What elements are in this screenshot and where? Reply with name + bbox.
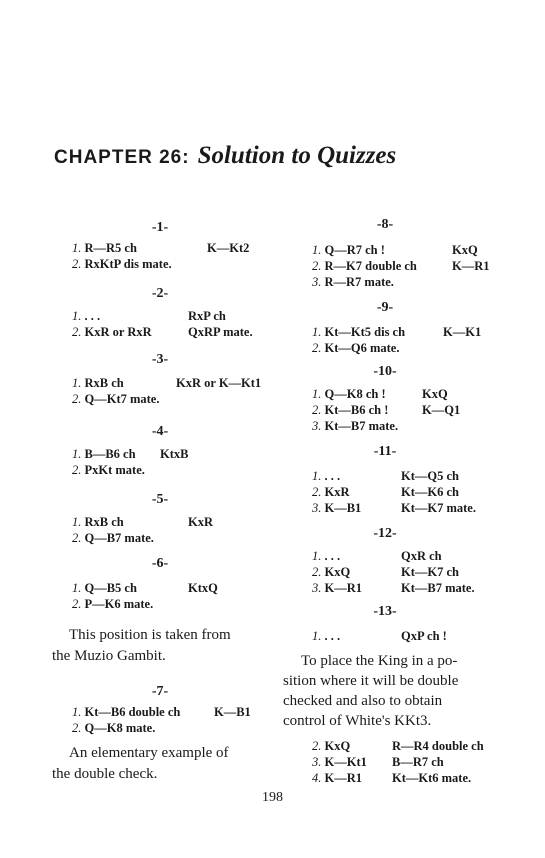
move-number: 1. [312, 325, 322, 339]
move-line [312, 739, 350, 753]
note-text: the Muzio Gambit. [52, 648, 166, 664]
white-move: P—K6 mate. [84, 597, 154, 611]
move-number: 1. [72, 581, 82, 595]
move-number: 2. [312, 485, 322, 499]
move-number: 2. [312, 341, 322, 355]
move-number: 1. [312, 629, 322, 643]
move-line [312, 629, 340, 643]
move-number: 2. [72, 531, 82, 545]
chapter-title [54, 142, 396, 170]
move-line [72, 309, 100, 323]
section-number: -8- [376, 217, 394, 232]
section-number: -4- [151, 424, 169, 439]
white-move: Q—K8 ch ! [324, 387, 386, 401]
move-number: 2. [312, 565, 322, 579]
move-number: 2. [72, 721, 82, 735]
move-line [312, 259, 417, 273]
move-number: 2. [312, 403, 322, 417]
move-number: 4. [312, 771, 322, 785]
move-line [72, 447, 136, 461]
white-move: Kt—Kt5 dis ch [324, 325, 406, 339]
white-move: . . . [324, 629, 341, 643]
move-number: 1. [72, 376, 82, 390]
move-line [72, 515, 124, 529]
black-move: Kt—Q5 ch [401, 469, 459, 483]
move-line [72, 721, 155, 735]
section-number: -5- [151, 492, 169, 507]
move-number: 3. [312, 275, 322, 289]
move-number: 1. [312, 387, 322, 401]
move-line [72, 581, 137, 595]
chapter-label: CHAPTER 26: [54, 147, 190, 168]
black-move: Kt—K6 ch [401, 485, 459, 499]
section-number: -7- [151, 684, 169, 699]
move-line [72, 392, 159, 406]
move-number: 2. [72, 597, 82, 611]
section-number: -1- [151, 220, 169, 235]
move-number: 3. [312, 501, 322, 515]
note-text: An elementary example of [69, 745, 229, 761]
white-move: Q—K8 mate. [84, 721, 156, 735]
move-number: 1. [72, 515, 82, 529]
white-move: . . . [324, 469, 341, 483]
white-move: Q—R7 ch ! [324, 243, 385, 257]
move-line [312, 243, 385, 257]
note-text: checked and also to obtain [283, 693, 443, 709]
white-move: Q—B5 ch [84, 581, 137, 595]
chapter-name: Solution to Quizzes [197, 142, 397, 169]
move-number: 2. [312, 739, 322, 753]
move-line [72, 376, 124, 390]
black-move: QxRP mate. [188, 325, 253, 339]
black-move: Kt—B7 mate. [401, 581, 475, 595]
black-move: Kt—K7 ch [401, 565, 459, 579]
white-move: . . . [84, 309, 101, 323]
move-number: 2. [312, 259, 322, 273]
white-move: RxKtP dis mate. [84, 257, 172, 271]
black-move: K—Q1 [422, 403, 461, 417]
white-move: . . . [324, 549, 341, 563]
white-move: RxB ch [84, 515, 124, 529]
note-text: sition where it will be double [283, 673, 459, 689]
move-line [72, 325, 152, 339]
move-number: 3. [312, 755, 322, 769]
move-line [312, 419, 398, 433]
section-number: -10- [373, 364, 397, 379]
white-move: R—R7 mate. [324, 275, 394, 289]
move-number: 1. [72, 309, 82, 323]
move-number: 2. [72, 325, 82, 339]
black-move: QxR ch [401, 549, 442, 563]
section-number: -2- [151, 286, 169, 301]
move-line [312, 469, 340, 483]
white-move: R—R5 ch [84, 241, 137, 255]
section-number: -3- [151, 352, 169, 367]
white-move: KxQ [324, 739, 351, 753]
black-move: QxP ch ! [401, 629, 447, 643]
move-line [312, 485, 350, 499]
move-line [312, 549, 340, 563]
move-number: 2. [72, 463, 82, 477]
white-move: K—B1 [324, 501, 362, 515]
white-move: Kt—B6 ch ! [324, 403, 389, 417]
white-move: B—B6 ch [84, 447, 136, 461]
black-move: K—K1 [443, 325, 482, 339]
move-line [312, 325, 405, 339]
section-number: -9- [376, 300, 394, 315]
white-move: PxKt mate. [84, 463, 145, 477]
black-move: Kt—K7 mate. [401, 501, 476, 515]
note-text: control of White's KKt3. [283, 713, 432, 729]
move-number: 1. [72, 705, 82, 719]
black-move: KxR [188, 515, 213, 529]
white-move: R—K7 double ch [324, 259, 417, 273]
white-move: Kt—B6 double ch [84, 705, 181, 719]
black-move: KxR or K—Kt1 [176, 376, 262, 390]
white-move: KxR [324, 485, 350, 499]
black-move: KtxQ [188, 581, 218, 595]
note-text: This position is taken from [69, 627, 231, 643]
white-move: K—Kt1 [324, 755, 367, 769]
white-move: KxQ [324, 565, 351, 579]
black-move: R—R4 double ch [392, 739, 484, 753]
move-line [312, 581, 362, 595]
white-move: Q—Kt7 mate. [84, 392, 160, 406]
black-move: RxP ch [188, 309, 226, 323]
black-move: KtxB [160, 447, 189, 461]
section-number: -6- [151, 556, 169, 571]
section-number: -11- [373, 444, 397, 459]
black-move: K—Kt2 [207, 241, 250, 255]
section-number: -12- [373, 526, 397, 541]
white-move: K—R1 [324, 771, 362, 785]
move-line [312, 755, 367, 769]
move-number: 1. [312, 243, 322, 257]
white-move: Q—B7 mate. [84, 531, 154, 545]
move-line [72, 597, 153, 611]
move-number: 3. [312, 419, 322, 433]
black-move: K—B1 [214, 705, 251, 719]
black-move: KxQ [422, 387, 448, 401]
move-line [312, 275, 394, 289]
page-number: 198 [262, 790, 283, 805]
white-move: Kt—Q6 mate. [324, 341, 400, 355]
move-number: 1. [312, 549, 322, 563]
move-line [72, 705, 180, 719]
white-move: K—R1 [324, 581, 362, 595]
move-line [312, 387, 386, 401]
black-move: Kt—Kt6 mate. [392, 771, 472, 785]
move-line [72, 531, 154, 545]
section-number: -13- [373, 604, 397, 619]
move-number: 2. [72, 257, 82, 271]
white-move: RxB ch [84, 376, 124, 390]
black-move: B—R7 ch [392, 755, 444, 769]
move-number: 1. [312, 469, 322, 483]
move-line [312, 341, 399, 355]
note-text: the double check. [52, 766, 158, 782]
move-line [312, 771, 362, 785]
move-number: 3. [312, 581, 322, 595]
move-line [312, 565, 350, 579]
move-line [72, 257, 172, 271]
move-line [72, 241, 137, 255]
move-number: 1. [72, 241, 82, 255]
white-move: KxR or RxR [84, 325, 152, 339]
move-number: 1. [72, 447, 82, 461]
black-move: K—R1 [452, 259, 490, 273]
note-text: To place the King in a po- [301, 653, 458, 669]
move-number: 2. [72, 392, 82, 406]
move-line [312, 501, 361, 515]
black-move: KxQ [452, 243, 478, 257]
move-line [312, 403, 388, 417]
white-move: Kt—B7 mate. [324, 419, 399, 433]
move-line [72, 463, 145, 477]
